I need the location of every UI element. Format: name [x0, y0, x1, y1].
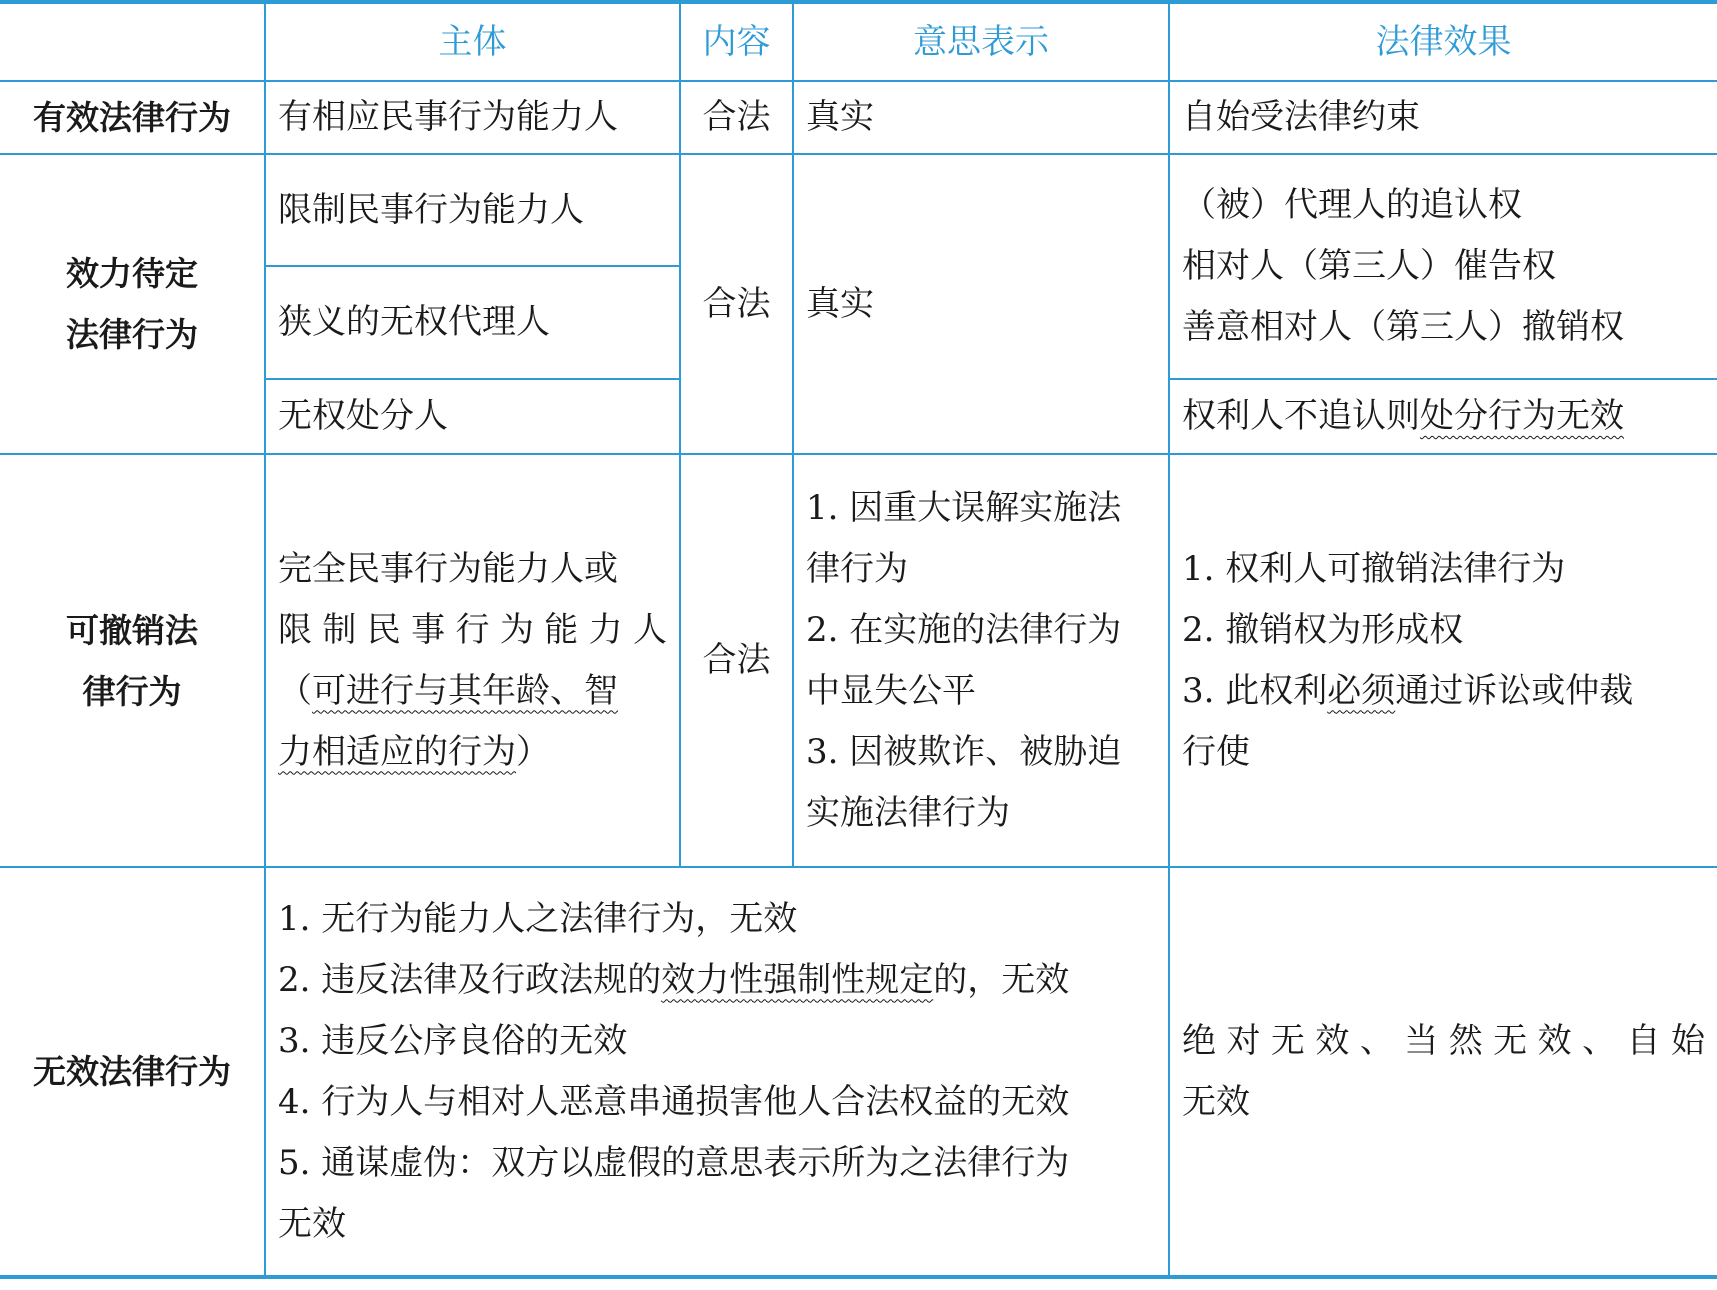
- void-effect-line2: 无效: [1182, 1081, 1250, 1122]
- row-name-pending: [0, 154, 265, 454]
- voidable-subject-wavy2: 力相适应的行为: [278, 731, 516, 772]
- valid-intent: 真实: [793, 81, 1169, 154]
- void-item2-prefix: 2. 违反法律及行政法规的: [278, 959, 662, 1000]
- pending-effect-line2: 相对人（第三人）催告权: [1182, 246, 1556, 286]
- voidable-subject-paren-close: ）: [516, 731, 550, 772]
- header-intent: 意思表示: [793, 2, 1169, 81]
- voidable-effect-line4: 行使: [1182, 731, 1250, 772]
- pending-effect: [1169, 154, 1717, 379]
- pending-subject-2: 狭义的无权代理人: [265, 266, 680, 379]
- row-valid: [0, 81, 1717, 154]
- voidable-name-line2: 律行为: [82, 671, 182, 711]
- voidable-effect-line3: [1182, 661, 1705, 722]
- voidable-effect-line1: 1. 权利人可撤销法律行为: [1182, 548, 1566, 589]
- voidable-subject-line1: 完全民事行为能力人或: [278, 548, 618, 589]
- voidable-effect-line2: 2. 撤销权为形成权: [1182, 609, 1464, 650]
- header-corner: [0, 2, 265, 81]
- voidable-effect: [1169, 454, 1717, 867]
- pending-subject-1: 限制民事行为能力人: [265, 154, 680, 266]
- pending-effect2-prefix: 权利人不追认则: [1182, 396, 1420, 436]
- pending-effect-line1: （被）代理人的追认权: [1182, 185, 1522, 225]
- pending-name-line1: 效力待定: [66, 254, 198, 293]
- void-conditions: [265, 867, 1169, 1277]
- pending-effect-line3: 善意相对人（第三人）撤销权: [1182, 307, 1624, 347]
- pending-content: 合法: [680, 154, 793, 454]
- voidable-name-line1: 可撤销法: [66, 610, 198, 650]
- voidable-intent-line4: 中显失公平: [806, 670, 976, 711]
- void-item2-wavy: 效力性强制性规定: [661, 959, 934, 1000]
- valid-subject: 有相应民事行为能力人: [265, 81, 680, 154]
- voidable-subject-wavy1: 可进行与其年龄、智: [312, 670, 618, 711]
- void-item-5-line2: 无效: [278, 1203, 346, 1244]
- voidable-subject-line4: [278, 722, 667, 783]
- header-subject: 主体: [265, 2, 680, 81]
- void-item-3: 3. 违反公序良俗的无效: [278, 1020, 628, 1061]
- voidable-intent-line6: 实施法律行为: [806, 792, 1010, 833]
- voidable-subject-paren-open: （: [278, 670, 312, 711]
- voidable-subject-line3: [278, 661, 667, 722]
- header-effect: 法律效果: [1169, 2, 1717, 81]
- header-row: [0, 2, 1717, 81]
- row-name-voidable: [0, 454, 265, 867]
- row-pending-1: [0, 154, 1717, 266]
- voidable-content: 合法: [680, 454, 793, 867]
- voidable-intent-line5: 3. 因被欺诈、被胁迫: [806, 731, 1122, 772]
- void-item-5-line1: 5. 通谋虚伪：双方以虚假的意思表示所为之法律行为: [278, 1142, 1070, 1183]
- void-item2-suffix: 的，无效: [933, 959, 1070, 1000]
- header-content: 内容: [680, 2, 793, 81]
- pending-name-line2: 法律行为: [66, 315, 198, 354]
- voidable-effect3-wavy: 必须: [1327, 670, 1396, 711]
- void-effect: [1169, 867, 1717, 1277]
- pending-effect2-wavy: 处分行为无效: [1420, 396, 1624, 436]
- void-effect-line1: 绝对无效、当然无效、自始: [1182, 1020, 1705, 1061]
- voidable-intent-line2: 律行为: [806, 548, 908, 589]
- voidable-subject-line2: 限制民事行为能力人: [278, 609, 667, 650]
- void-item-2: [278, 950, 1156, 1011]
- row-name-void: 无效法律行为: [0, 867, 265, 1277]
- row-name-valid: 有效法律行为: [0, 81, 265, 154]
- voidable-subject: [265, 454, 680, 867]
- row-void: [0, 867, 1717, 1277]
- voidable-intent: [793, 454, 1169, 867]
- void-item-4: 4. 行为人与相对人恶意串通损害他人合法权益的无效: [278, 1081, 1070, 1122]
- void-item-1: 1. 无行为能力人之法律行为，无效: [278, 898, 798, 939]
- pending-intent: 真实: [793, 154, 1169, 454]
- pending-subject-3: 无权处分人: [265, 379, 680, 454]
- voidable-effect3-suffix: 通过诉讼或仲裁: [1395, 670, 1634, 711]
- valid-effect: 自始受法律约束: [1169, 81, 1717, 154]
- row-voidable: [0, 454, 1717, 867]
- voidable-intent-line3: 2. 在实施的法律行为: [806, 609, 1122, 650]
- voidable-effect3-prefix: 3. 此权利: [1182, 670, 1328, 711]
- valid-content: 合法: [680, 81, 793, 154]
- voidable-intent-line1: 1. 因重大误解实施法: [806, 487, 1122, 528]
- pending-effect-2: [1169, 379, 1717, 454]
